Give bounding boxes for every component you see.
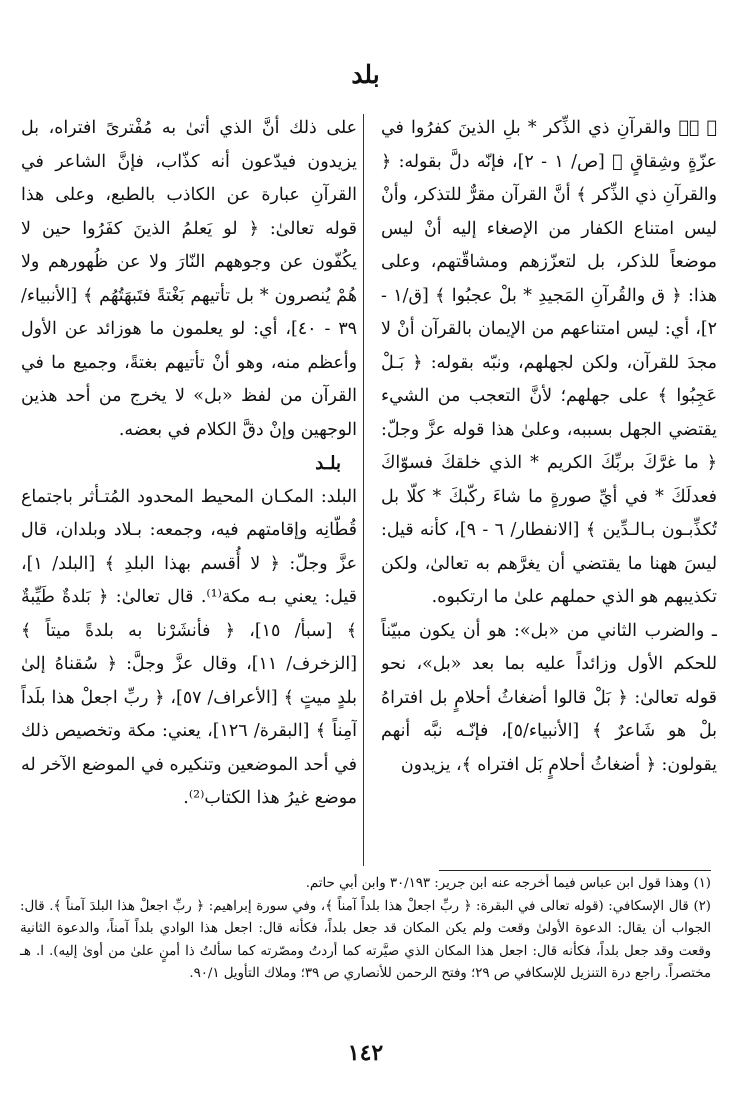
- right-paragraph-2: ـ والضرب الثاني من «بل»: هو أن يكون مبيّناً للحكم الأول وزائداً عليه بما بعد «بل»، نحو قوله تعالىٰ: ﴿ بَلْ قالوا أضغاثُ أحلامٍ بل افتراهُ بلْ هو شَاعرٌ ﴾ [الأنبياء/٥]، فإنّـه نبَّه أنهم يقولون: ﴿ أضغاثُ أحلامٍ بَل افتراه ﴾، يزيدون: [381, 620, 717, 775]
- right-paragraph-1: ﴿ صۤ والقرآنِ ذي الذِّكر * بلِ الذينَ كفرُوا في عزّةٍ وشِقاقٍ ﴾ [ص/ ١ - ٢]، فإنّه دلَّ بقوله: ﴿ والقرآنِ ذي الذِّكر ﴾ أنَّ القرآن مقرٌّ للتذكر، وأنْ ليس امتناع الكفار من الإصغاء إليه أنْ ليس موضعاً للذكر، بل لتعزّزهم ومشاقّتهم، وعلى هذا: ﴿ ق والقُرآنِ المَجيدِ * بلْ عجبُوا ﴾ [ق/١ - ٢]، أي: ليس امتناعهم من الإيمان بالقرآن أنْ لا مجدَ للقرآن، ولكن لجهلهم، ونبّه بقوله: ﴿ بَـلْ عَجِبُوا ﴾ على جهلهم؛ لأنَّ التعجب من الشيء يقتضي الجهل بسببه، وعلىٰ هذا قوله عزَّ وجلّ: ﴿ ما غرَّكَ بربِّكَ الكريم * الذي خلقكَ فسوّاكَ فعدلَكَ * في أيِّ صورةٍ ما شاءَ ركّبكَ * كلّا بل تُكذِّبـون بـالـدِّين ﴾ [الانفطار/ ٦ - ٩]، كأنه قيل: ليسَ ههنا ما يقتضي أن يغرَّهم به تعالىٰ، ولكن تكذيبهم هو الذي حملهم علىٰ ما ارتكبوه.: [381, 118, 717, 607]
- footnote-2: (٢) قال الإسكافي: (قوله تعالى في البقرة: ﴿ ربِّ اجعلْ هذا بلداً آمناً ﴾، وفي سورة إبراهيم: ﴿ ربِّ اجعلْ هذا البلدَ آمناً ﴾. قال: الجواب أن يقال: الدعوة الأولىٰ وقعت ولم يكن المكان قد جعل بلداً، فكأنه قال: اجعل هذا الوادي بلداً آمناً، والدعوة الثانية وقعت وقد جعل بلداً، فكأنه قال: اجعل هذا المكان الذي صيَّرته كما أردتُ ومصّرته كما سألتُ ذا أمنٍ علىٰ من أوىٰ إليه). ا. هـ مختصراً. راجع درة التنزيل للإسكافي ص ٢٩؛ وفتح الرحمن للأنصاري ص ٣٩؛ وملاك التأويل ٩٠/١.: [20, 898, 711, 981]
- footnotes: [20, 873, 711, 986]
- footnote-1: (١) وهذا قول ابن عباس فيما أخرجه عنه ابن جرير: ٣٠/١٩٣ وابن أبي حاتم.: [305, 876, 711, 891]
- left-column: [21, 112, 357, 867]
- page-number: ١٤٢: [347, 1040, 384, 1066]
- section-heading: بلـد: [315, 453, 341, 474]
- left-paragraph-1: على ذلك أنَّ الذي أتىٰ به مُفْترىً افتراه، بل يزيدون فيدّعون أنه كذّاب، فإنَّ الشاعر في القرآنِ عبارة عن الكاذب بالطبع، وعلى هذا قوله تعالىٰ: ﴿ لو يَعلمُ الذينَ كفَرُوا حين لا يكُفّون عن وجوههم النّارَ ولا عن ظُهورهم ولا هُمْ يُنصرون * بل تأتيهم بَغْتةً فتَبهَتُهُم ﴾ [الأنبياء/ ٣٩ - ٤٠]، أي: لو يعلمون ما هوزائد عن الأول وأعظم منه، وهو أنْ تأتيهم بغتةً، وجميع ما في القرآن من لفظ «بل» لا يخرج من أحد هذين الوجهين وإنْ دقَّ الكلام في بعضه.: [21, 118, 357, 440]
- footnote-rule: [439, 870, 711, 871]
- column-divider: [363, 114, 364, 866]
- right-column: [381, 112, 717, 867]
- page-header-title: بلد: [351, 60, 380, 89]
- section-paragraph: البلد: المكـان المحيط المحدود المُتـأثر باجتماع قُطّانِه وإقامتهم فيه، وجمعه: بـلاد وبلدان، قال عزَّ وجلّ: ﴿ لا أُقسم بهذا البلدِ ﴾ [البلد/ ١]، قيل: يعني بـه مكة⁽¹⁾. قال تعالىٰ: ﴿ بَلدةٌ طَيِّبةٌ ﴾ [سبأ/ ١٥]، ﴿ فأنشَرْنا به بلدةً ميتاً ﴾ [الزخرف/ ١١]، وقال عزَّ وجلَّ: ﴿ سُقناهُ إلىٰ بلدٍ ميتٍ ﴾ [الأعراف/ ٥٧]، ﴿ ربِّ اجعلْ هذا بلَداً آمِناً ﴾ [البقرة/ ١٢٦]، يعني: مكة وتخصيص ذلك في أحد الموضعين وتنكيره في الموضع الآخر له موضع غيرُ هذا الكتاب⁽²⁾.: [21, 486, 357, 808]
